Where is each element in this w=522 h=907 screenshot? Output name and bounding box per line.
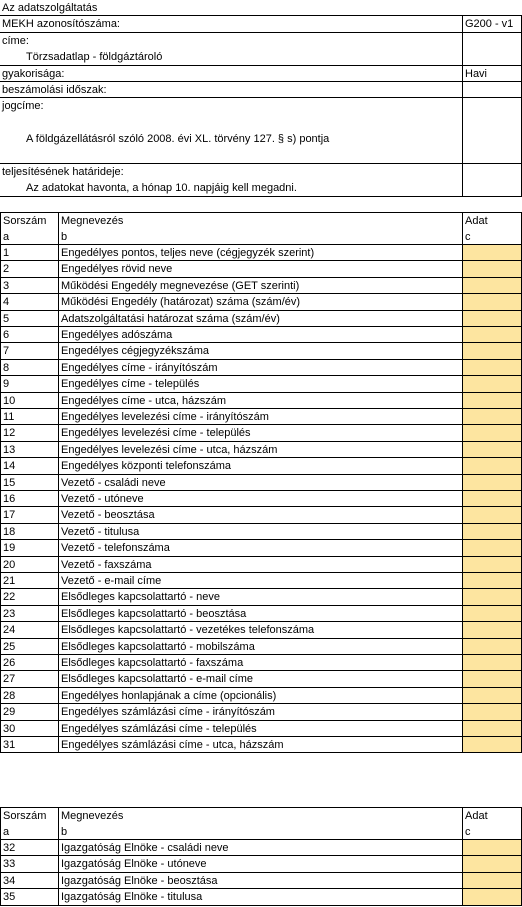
table-row xyxy=(0,360,522,376)
header-idoszak-value[interactable] xyxy=(462,82,522,98)
header-gyakorisaga-label: gyakorisága: xyxy=(0,66,462,82)
row-number: 24 xyxy=(0,622,58,638)
table1-header-sub-c: c xyxy=(465,231,471,243)
row-value-cell[interactable] xyxy=(462,442,522,458)
table-row xyxy=(0,856,522,872)
header-hatarido-label: teljesítésének határideje: xyxy=(2,166,124,178)
table1-header-sub-b: b xyxy=(61,231,68,243)
row-number: 9 xyxy=(0,376,58,392)
table-row xyxy=(0,376,522,392)
header-title: Az adatszolgáltatás xyxy=(0,0,522,16)
table-row xyxy=(0,557,522,573)
row-number: 30 xyxy=(0,721,58,737)
row-number: 8 xyxy=(0,360,58,376)
header-cime-label: címe: xyxy=(2,35,29,47)
table2-header-col3 xyxy=(462,807,522,840)
row-value-cell[interactable] xyxy=(462,606,522,622)
row-name: Engedélyes cégjegyzékszáma xyxy=(58,343,462,359)
row-value-cell[interactable] xyxy=(462,393,522,409)
row-number: 15 xyxy=(0,475,58,491)
table-row xyxy=(0,840,522,856)
table-row xyxy=(0,278,522,294)
row-name: Engedélyes központi telefonszáma xyxy=(58,458,462,474)
row-name: Működési Engedély (határozat) száma (szám/év) xyxy=(58,294,462,310)
header-gyakorisaga-row xyxy=(0,66,522,82)
table-row xyxy=(0,622,522,638)
row-value-cell[interactable] xyxy=(462,639,522,655)
row-number: 3 xyxy=(0,278,58,294)
table2-header-sorszam: Sorszám xyxy=(3,810,47,822)
row-name: Igazgatóság Elnöke - titulusa xyxy=(58,889,462,905)
row-value-cell[interactable] xyxy=(462,737,522,753)
row-value-cell[interactable] xyxy=(462,507,522,523)
table1-header xyxy=(0,212,522,245)
row-number: 16 xyxy=(0,491,58,507)
row-name: Elsődleges kapcsolattartó - faxszáma xyxy=(58,655,462,671)
row-number: 27 xyxy=(0,671,58,687)
table2-header-adat: Adat xyxy=(465,810,488,822)
row-value-cell[interactable] xyxy=(462,856,522,872)
table-row xyxy=(0,540,522,556)
table2-header xyxy=(0,807,522,840)
header-hatarido-value-cell xyxy=(462,180,522,197)
table-row xyxy=(0,704,522,720)
row-value-cell[interactable] xyxy=(462,840,522,856)
row-value-cell[interactable] xyxy=(462,704,522,720)
table-row xyxy=(0,409,522,425)
row-name: Engedélyes pontos, teljes neve (cégjegyzék szerint) xyxy=(58,245,462,261)
table-row xyxy=(0,639,522,655)
header-cime-value: Törzsadatlap - földgáztároló xyxy=(0,49,462,66)
row-name: Vezető - családi neve xyxy=(58,475,462,491)
row-value-cell[interactable] xyxy=(462,261,522,277)
row-number: 34 xyxy=(0,873,58,889)
table-row xyxy=(0,311,522,327)
header-jogcime-label: jogcíme: xyxy=(2,100,44,112)
table-row xyxy=(0,889,522,905)
header-jogcime-value-row xyxy=(0,132,522,164)
table2-header-megnevezes: Megnevezés xyxy=(61,810,124,822)
row-number: 10 xyxy=(0,393,58,409)
row-name: Igazgatóság Elnöke - beosztása xyxy=(58,873,462,889)
row-number: 4 xyxy=(0,294,58,310)
row-number: 1 xyxy=(0,245,58,261)
row-value-cell[interactable] xyxy=(462,573,522,589)
header-jogcime-blank xyxy=(462,98,522,132)
row-number: 17 xyxy=(0,507,58,523)
header-jogcime-value-cell xyxy=(462,132,522,164)
table2-header-sub-a: a xyxy=(3,826,10,838)
row-number: 7 xyxy=(0,343,58,359)
header-cime-label-row xyxy=(0,33,522,49)
header-hatarido-value-row xyxy=(0,180,522,197)
row-name: Vezető - e-mail címe xyxy=(58,573,462,589)
row-number: 25 xyxy=(0,639,58,655)
table-row xyxy=(0,245,522,261)
table-row xyxy=(0,491,522,507)
row-number: 31 xyxy=(0,737,58,753)
table-row xyxy=(0,606,522,622)
row-value-cell[interactable] xyxy=(462,671,522,687)
row-number: 26 xyxy=(0,655,58,671)
row-value-cell[interactable] xyxy=(462,540,522,556)
row-value-cell[interactable] xyxy=(462,589,522,605)
row-number: 29 xyxy=(0,704,58,720)
header-idoszak-row xyxy=(0,82,522,98)
row-number: 32 xyxy=(0,840,58,856)
row-value-cell[interactable] xyxy=(462,721,522,737)
row-value-cell[interactable] xyxy=(462,622,522,638)
row-value-cell[interactable] xyxy=(462,311,522,327)
row-number: 28 xyxy=(0,688,58,704)
row-number: 33 xyxy=(0,856,58,872)
row-name: Igazgatóság Elnöke - utóneve xyxy=(58,856,462,872)
table-row xyxy=(0,573,522,589)
row-value-cell[interactable] xyxy=(462,409,522,425)
header-jogcime-label-row xyxy=(0,98,522,132)
row-name: Engedélyes címe - település xyxy=(58,376,462,392)
row-name: Igazgatóság Elnöke - családi neve xyxy=(58,840,462,856)
row-name: Engedélyes levelezési címe - település xyxy=(58,425,462,441)
row-name: Engedélyes levelezési címe - utca, házszám xyxy=(58,442,462,458)
row-value-cell[interactable] xyxy=(462,557,522,573)
header-cime-value-cell xyxy=(462,49,522,66)
row-number: 21 xyxy=(0,573,58,589)
row-name: Engedélyes számlázási címe - utca, házszám xyxy=(58,737,462,753)
row-number: 19 xyxy=(0,540,58,556)
row-number: 5 xyxy=(0,311,58,327)
table-row xyxy=(0,327,522,343)
table-row xyxy=(0,589,522,605)
table-row xyxy=(0,458,522,474)
header-cime-value-row xyxy=(0,49,522,66)
row-name: Engedélyes számlázási címe - település xyxy=(58,721,462,737)
row-value-cell[interactable] xyxy=(462,376,522,392)
row-name: Vezető - faxszáma xyxy=(58,557,462,573)
table1-header-col1 xyxy=(0,212,58,245)
row-value-cell[interactable] xyxy=(462,889,522,905)
row-name: Működési Engedély megnevezése (GET szerinti) xyxy=(58,278,462,294)
row-number: 11 xyxy=(0,409,58,425)
table-row xyxy=(0,655,522,671)
row-value-cell[interactable] xyxy=(462,688,522,704)
row-name: Engedélyes honlapjának a címe (opcionális) xyxy=(58,688,462,704)
table1-header-sub-a: a xyxy=(3,231,10,243)
row-value-cell[interactable] xyxy=(462,278,522,294)
table1-header-sorszam: Sorszám xyxy=(3,215,47,227)
table2-header-col2 xyxy=(58,807,462,840)
row-name: Vezető - titulusa xyxy=(58,524,462,540)
table-row xyxy=(0,721,522,737)
header-hatarido-blank xyxy=(462,164,522,180)
table1-header-adat: Adat xyxy=(465,215,488,227)
row-value-cell[interactable] xyxy=(462,360,522,376)
row-value-cell[interactable] xyxy=(462,294,522,310)
header-mekh-row xyxy=(0,16,522,33)
table-row xyxy=(0,671,522,687)
table1-header-megnevezes: Megnevezés xyxy=(61,215,124,227)
row-number: 14 xyxy=(0,458,58,474)
table-row xyxy=(0,507,522,523)
table-row xyxy=(0,261,522,277)
table2-header-col1 xyxy=(0,807,58,840)
table1-header-col2 xyxy=(58,212,462,245)
row-name: Elsődleges kapcsolattartó - mobilszáma xyxy=(58,639,462,655)
table-row xyxy=(0,425,522,441)
row-number: 6 xyxy=(0,327,58,343)
row-value-cell[interactable] xyxy=(462,343,522,359)
header-gyakorisaga-value[interactable]: Havi xyxy=(462,66,522,82)
row-value-cell[interactable] xyxy=(462,655,522,671)
row-number: 35 xyxy=(0,889,58,905)
row-name: Engedélyes levelezési címe - irányítószám xyxy=(58,409,462,425)
table-row xyxy=(0,688,522,704)
row-value-cell[interactable] xyxy=(462,475,522,491)
header-title-row xyxy=(0,0,522,16)
header-mekh-value[interactable]: G200 - v1 xyxy=(462,16,522,33)
header-jogcime-value: A földgázellátásról szóló 2008. évi XL. törvény 127. § s) pontja xyxy=(0,132,462,164)
row-number: 2 xyxy=(0,261,58,277)
row-value-cell[interactable] xyxy=(462,327,522,343)
table-row xyxy=(0,294,522,310)
row-name: Vezető - utóneve xyxy=(58,491,462,507)
row-name: Elsődleges kapcsolattartó - beosztása xyxy=(58,606,462,622)
row-name: Elsődleges kapcsolattartó - neve xyxy=(58,589,462,605)
row-name: Engedélyes rövid neve xyxy=(58,261,462,277)
row-number: 13 xyxy=(0,442,58,458)
table-row xyxy=(0,393,522,409)
table-row xyxy=(0,737,522,753)
row-name: Engedélyes adószáma xyxy=(58,327,462,343)
header-hatarido-label-row xyxy=(0,164,522,180)
row-name: Engedélyes címe - utca, házszám xyxy=(58,393,462,409)
row-number: 22 xyxy=(0,589,58,605)
row-value-cell[interactable] xyxy=(462,458,522,474)
header-hatarido-value: Az adatokat havonta, a hónap 10. napjáig kell megadni. xyxy=(0,180,462,197)
row-name: Elsődleges kapcsolattartó - e-mail címe xyxy=(58,671,462,687)
row-value-cell[interactable] xyxy=(462,425,522,441)
row-number: 20 xyxy=(0,557,58,573)
row-name: Engedélyes számlázási címe - irányítószám xyxy=(58,704,462,720)
row-number: 18 xyxy=(0,524,58,540)
row-name: Engedélyes címe - irányítószám xyxy=(58,360,462,376)
row-value-cell[interactable] xyxy=(462,524,522,540)
header-cime-blank xyxy=(462,33,522,49)
row-name: Adatszolgáltatási határozat száma (szám/év) xyxy=(58,311,462,327)
table-row xyxy=(0,524,522,540)
row-value-cell[interactable] xyxy=(462,245,522,261)
row-value-cell[interactable] xyxy=(462,873,522,889)
table-row xyxy=(0,343,522,359)
table-row xyxy=(0,873,522,889)
row-name: Vezető - telefonszáma xyxy=(58,540,462,556)
table-row xyxy=(0,475,522,491)
row-name: Vezető - beosztása xyxy=(58,507,462,523)
table1-header-col3 xyxy=(462,212,522,245)
table-row xyxy=(0,442,522,458)
header-idoszak-label: beszámolási időszak: xyxy=(0,82,462,98)
row-number: 23 xyxy=(0,606,58,622)
table2-header-sub-c: c xyxy=(465,826,471,838)
row-value-cell[interactable] xyxy=(462,491,522,507)
row-name: Elsődleges kapcsolattartó - vezetékes telefonszáma xyxy=(58,622,462,638)
header-mekh-label: MEKH azonosítószáma: xyxy=(0,16,462,33)
row-number: 12 xyxy=(0,425,58,441)
table2-header-sub-b: b xyxy=(61,826,68,838)
